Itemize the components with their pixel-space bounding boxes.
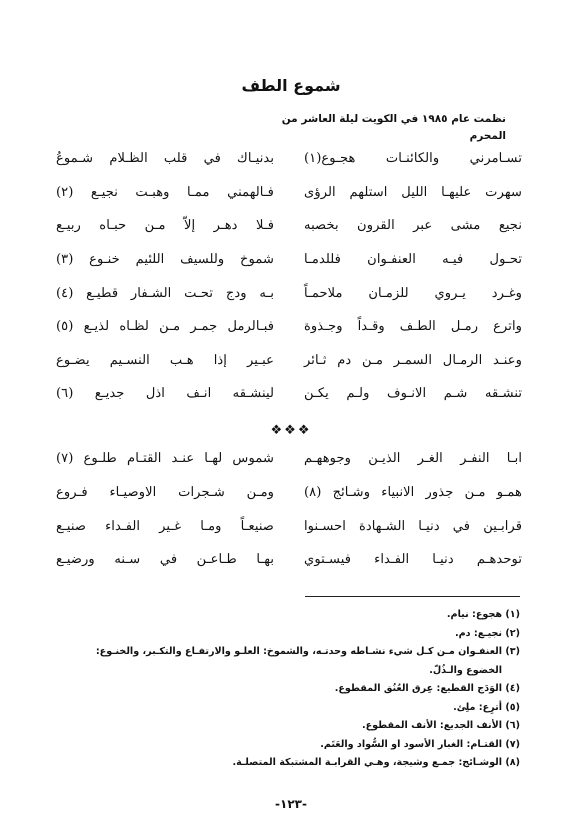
- verse-first-hemistich: تنشـقه شـم الانـوف ولـم يكـن: [304, 386, 522, 401]
- footnote: (٧) القتـام: الغبار الأسود او السُّواد والعَتَم.: [320, 738, 520, 750]
- verse-second-hemistich: فـالهمني ممـا وهبـت نجيـع (٢): [56, 185, 274, 200]
- footnote: (١) هجوع: نيام.: [446, 609, 520, 620]
- poem-subtitle: نظمت عام ١٩٨٥ في الكويت ليلة العاشر من المحرم: [281, 113, 506, 142]
- verse-first-hemistich: توحدهـم دنيـا الفـداء فيسـتوي: [304, 552, 522, 567]
- poem-title: شموع الطف: [241, 76, 341, 95]
- verse-line: [56, 147, 522, 171]
- verse-second-hemistich: لينشـقه انـف اذل جديـع (٦): [56, 386, 274, 401]
- page-number: -١٢٣-: [275, 797, 307, 811]
- footnote: (٥) أترِع: ملِئ.: [453, 701, 520, 713]
- verse-line: [56, 282, 522, 306]
- verse-second-hemistich: ومـن شـجرات الاوصيـاء فـروع: [56, 485, 274, 500]
- footnote: (٦) الأنف الجديع: الأنف المقطوع.: [361, 720, 520, 731]
- verse-second-hemistich: فـلا دهـر إلاّ مـن حبـاه ربيـع: [56, 218, 274, 233]
- verse-line: [56, 214, 522, 238]
- verse-line: [56, 481, 522, 505]
- footnote-continuation: الخضوع والـذُلّ.: [429, 664, 502, 676]
- verse-second-hemistich: بهـا طـاعـن في سـنه ورضيـع: [56, 552, 274, 567]
- verse-second-hemistich: عبـير إذا هـب النسـيم يضـوع: [56, 353, 274, 368]
- verse-second-hemistich: فبـالرمل جمـر مـن لظـاه لذيـع (٥): [56, 319, 274, 334]
- footnote-divider: [305, 596, 520, 597]
- verse-second-hemistich: شموس لهـا عنـد القتـام طلـوع (٧): [56, 451, 274, 466]
- verse-line: [56, 248, 522, 272]
- verse-first-hemistich: ابـا النفـر الغـر الذيـن وجوههـم: [304, 451, 522, 466]
- verse-line: [56, 548, 522, 572]
- verse-first-hemistich: همـو مـن جذور الانبياء وشـائج (٨): [304, 485, 522, 500]
- footnote: (٢) نجيـع: دم.: [454, 627, 520, 639]
- verse-line: [56, 382, 522, 406]
- verse-first-hemistich: وعنـد الرمـال السمـر مـن دم ثـائر: [304, 353, 522, 368]
- verse-second-hemistich: بـه ودج تحـت الشـفار قطيـع (٤): [56, 286, 274, 301]
- verse-second-hemistich: شموخ وللسيف اللئيم خنـوع (٣): [56, 252, 274, 267]
- verse-second-hemistich: بدنيـاك في قلب الظـلام شـموعُ: [56, 151, 274, 166]
- verse-first-hemistich: وغـرد يـروي للزمـان ملاحمـاً: [304, 286, 522, 301]
- verse-line: [56, 315, 522, 339]
- verse-line: [56, 181, 522, 205]
- verse-second-hemistich: صنيعـاً ومـا غـير الفـداء صنيـع: [56, 519, 274, 534]
- footnote: (٤) الوَدَج القطيع: عِرق العُنُق المقطوع.: [334, 683, 520, 694]
- verse-first-hemistich: تسـامرني والكائنـات هجـوع(١): [304, 151, 522, 166]
- verse-first-hemistich: سهرت عليهـا الليل استلهم الرؤى: [304, 185, 522, 200]
- verse-first-hemistich: نجيع مشى عبر القرون بخصبه: [304, 218, 522, 233]
- stanza-separator: ❖❖❖: [270, 423, 312, 438]
- footnote: (٨) الوشـائج: جمـع وشيجة، وهـي القرابـة المشتبكة المتصلـة.: [232, 757, 520, 768]
- footnotes: [50, 606, 520, 773]
- verse-first-hemistich: تحـول فيـه العنفـوان فللدمـا: [304, 252, 522, 267]
- verse-line: [56, 515, 522, 539]
- verse-line: [56, 349, 522, 373]
- footnote: (٣) العنفـوان مـن كـل شيء نشـاطه وحدتـه، والشموخ: العلـو والارتفـاع والتكـبر، والخنـوع:: [95, 646, 520, 657]
- verse-first-hemistich: قرابـين في دنيـا الشـهادة احسـنوا: [304, 519, 522, 534]
- verse-first-hemistich: واترع رمـل الطـف وقـداً وجـذوة: [304, 319, 522, 334]
- verse-line: [56, 447, 522, 471]
